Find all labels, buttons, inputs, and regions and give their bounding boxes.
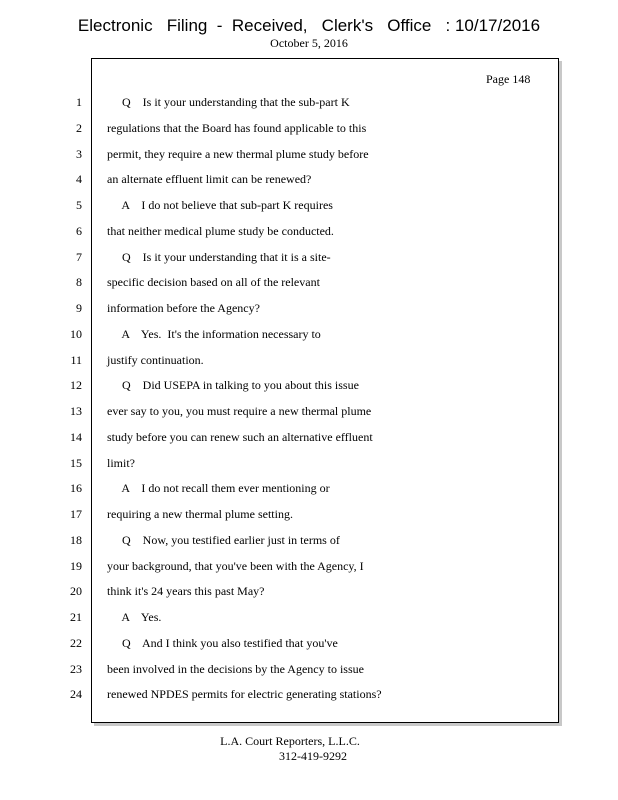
reporter-company: L.A. Court Reporters, L.L.C.: [220, 734, 360, 748]
line-number: 11: [70, 352, 82, 367]
transcript-line: justify continuation.: [107, 352, 204, 367]
line-number: 4: [76, 172, 82, 187]
line-number: 20: [70, 584, 82, 599]
line-number: 1: [76, 95, 82, 109]
transcript-line: Q Is it your understanding that it is a site-: [107, 249, 331, 264]
transcript-line: ever say to you, you must require a new thermal plume: [107, 404, 372, 418]
line-number: 6: [76, 223, 82, 238]
reporter-phone: 312-419-9292: [279, 749, 347, 763]
transcript-line: Q Is it your understanding that the sub-part K: [107, 95, 350, 109]
transcript-line: your background, that you've been with the Agency, I: [107, 558, 364, 573]
transcript-line: think it's 24 years this past May?: [107, 584, 265, 599]
line-number: 12: [70, 378, 82, 393]
line-number: 13: [70, 404, 82, 418]
transcript-line: that neither medical plume study be conducted.: [107, 223, 334, 238]
line-number: 18: [70, 532, 82, 547]
transcript-line: limit?: [107, 455, 135, 470]
transcript-line: specific decision based on all of the relevant: [107, 275, 320, 290]
transcript-line: regulations that the Board has found applicable to this: [107, 120, 367, 135]
line-number: 24: [70, 687, 82, 702]
transcript-line: requiring a new thermal plume setting.: [107, 507, 293, 521]
line-number: 10: [70, 326, 82, 341]
line-number: 2: [76, 120, 82, 135]
line-number: 9: [76, 301, 82, 315]
transcript-line: permit, they require a new thermal plume study before: [107, 146, 369, 161]
line-number: 15: [70, 455, 82, 470]
line-number: 5: [76, 198, 82, 212]
transcript-line: Q Did USEPA in talking to you about this issue: [107, 378, 359, 393]
line-number: 19: [70, 558, 82, 573]
transcript-line: A I do not recall them ever mentioning or: [107, 481, 330, 496]
line-number: 7: [76, 249, 82, 264]
transcript-line: information before the Agency?: [107, 301, 260, 315]
transcript-line: A Yes.: [107, 610, 162, 624]
transcript-line: Q Now, you testified earlier just in terms of: [107, 532, 340, 547]
transcript-line: A Yes. It's the information necessary to: [107, 326, 321, 341]
line-number: 23: [70, 661, 82, 676]
transcript-line: renewed NPDES permits for electric generating stations?: [107, 687, 382, 702]
line-number: 14: [70, 429, 82, 444]
transcript-line: Q And I think you also testified that you've: [107, 635, 338, 650]
transcript-line: been involved in the decisions by the Agency to issue: [107, 661, 364, 676]
transcript-line: A I do not believe that sub-part K requires: [107, 198, 333, 212]
filing-stamp: Electronic Filing - Received, Clerk's Office : 10/17/2016: [77, 16, 541, 35]
page-number: Page 148: [486, 72, 531, 86]
transcript-line: an alternate effluent limit can be renewed?: [107, 172, 312, 187]
line-number: 16: [70, 481, 82, 496]
transcript-date: October 5, 2016: [270, 36, 348, 50]
line-number: 22: [70, 635, 82, 650]
line-number: 17: [70, 507, 82, 521]
line-number: 3: [76, 146, 82, 161]
line-number: 21: [70, 610, 82, 624]
line-number: 8: [76, 275, 82, 290]
transcript-line: study before you can renew such an alternative effluent: [107, 429, 373, 444]
